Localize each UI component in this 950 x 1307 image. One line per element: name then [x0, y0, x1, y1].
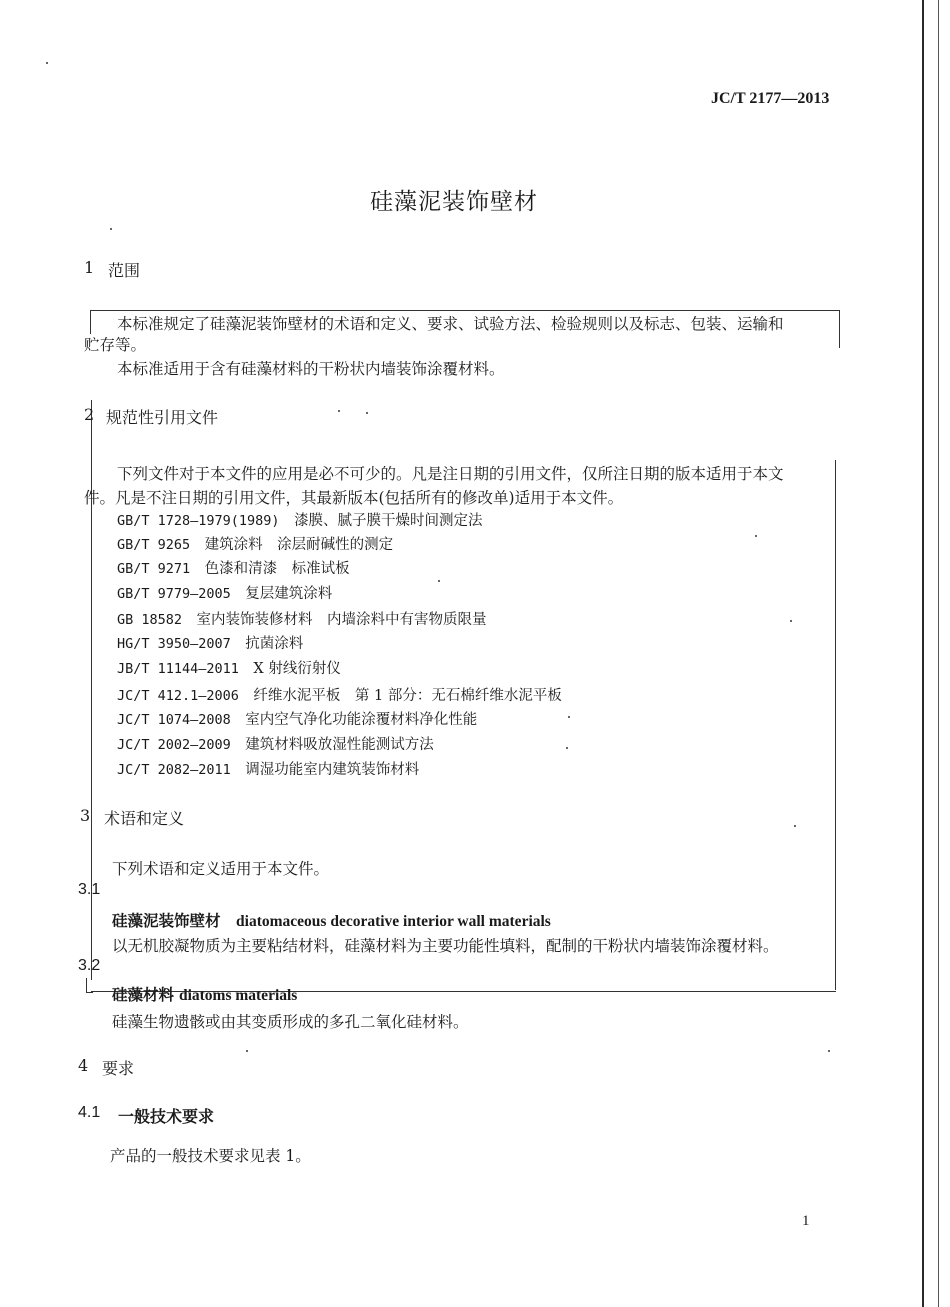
term-3-1-definition: 以无机胶凝物质为主要粘结材料，硅藻材料为主要功能性填料，配制的干粉状内墙装饰涂覆材料。 — [112, 937, 779, 955]
reference-code: GB 18582 — [117, 612, 183, 628]
reference-item — [117, 708, 477, 729]
section-1-title: 范围 — [108, 261, 141, 280]
term-3-2-definition: 硅藻生物遗骸或由其变质形成的多孔二氧化硅材料。 — [112, 1013, 469, 1031]
reference-code: GB/T 1728—1979(1989) — [117, 513, 280, 529]
section-3-intro: 下列术语和定义适用于本文件。 — [112, 860, 330, 878]
scan-speck — [790, 620, 792, 622]
reference-item — [117, 632, 303, 653]
reference-item — [117, 582, 332, 603]
reference-item — [117, 684, 562, 705]
reference-code: JC/T 412.1—2006 — [117, 688, 239, 704]
term-3-1-english: diatomaceous decorative interior wall materials — [236, 913, 551, 930]
section-1-paragraph-1-line-2: 贮存等。 — [84, 336, 147, 354]
section-4-title: 要求 — [102, 1059, 135, 1078]
reference-code: JC/T 2082—2011 — [117, 762, 231, 778]
reference-code: GB/T 9265 — [117, 537, 191, 553]
reference-title: 纤维水泥平板 第 1 部分：无石棉纤维水泥平板 — [253, 688, 562, 704]
reference-title: 漆膜、腻子膜干燥时间测定法 — [294, 513, 483, 529]
reference-item — [117, 557, 350, 578]
scan-speck — [338, 410, 340, 412]
reference-title: 室内空气净化功能涂覆材料净化性能 — [245, 712, 478, 728]
frame-line-hook — [86, 978, 93, 993]
scan-speck — [566, 747, 568, 749]
section-3-title: 术语和定义 — [104, 809, 185, 828]
reference-code: JC/T 2002—2009 — [117, 737, 231, 753]
reference-code: GB/T 9271 — [117, 561, 191, 577]
reference-item — [117, 608, 487, 629]
reference-title: 复层建筑涂料 — [245, 586, 333, 602]
section-4-number: 4 — [78, 1056, 89, 1075]
reference-code: HG/T 3950—2007 — [117, 636, 231, 652]
reference-title: 建筑材料吸放湿性能测试方法 — [245, 737, 434, 753]
frame-line-left — [90, 310, 91, 334]
section-2-paragraph-line-2: 件。凡是不注日期的引用文件，其最新版本(包括所有的修改单)适用于本文件。 — [84, 489, 624, 507]
reference-item — [117, 657, 341, 678]
term-3-2-english: diatoms materials — [178, 987, 298, 1004]
scan-speck — [110, 228, 112, 230]
reference-title: 建筑涂料 涂层耐碱性的测定 — [204, 537, 394, 553]
scan-edge-line — [938, 0, 939, 1307]
reference-title: X 射线衍射仪 — [253, 661, 341, 677]
scan-speck — [568, 716, 570, 718]
scan-speck — [46, 62, 48, 64]
frame-line-right — [839, 310, 840, 348]
reference-title: 调湿功能室内建筑装饰材料 — [245, 762, 420, 778]
scan-speck — [438, 580, 440, 582]
term-3-1-chinese: 硅藻泥装饰壁材 — [112, 911, 221, 930]
frame-line-right-2 — [835, 460, 836, 990]
section-2-title: 规范性引用文件 — [106, 408, 219, 427]
reference-code: JC/T 1074—2008 — [117, 712, 231, 728]
term-3-1-number: 3.1 — [78, 881, 101, 898]
term-3-2-heading — [112, 983, 297, 1005]
scan-speck — [755, 535, 757, 537]
scan-speck — [794, 825, 796, 827]
frame-line-top — [90, 310, 840, 311]
term-3-2-number: 3.2 — [78, 957, 101, 974]
reference-title: 色漆和清漆 标准试板 — [204, 561, 350, 577]
reference-code: GB/T 9779—2005 — [117, 586, 231, 602]
document-code: JC/T 2177—2013 — [711, 90, 830, 107]
section-4-1-number: 4.1 — [78, 1104, 101, 1121]
reference-item — [117, 509, 483, 530]
section-3-number: 3 — [80, 806, 91, 825]
term-3-2-chinese: 硅藻材料 — [112, 985, 175, 1004]
section-2-number: 2 — [84, 405, 95, 424]
section-4-1-title: 一般技术要求 — [118, 1107, 215, 1126]
term-3-1-heading — [112, 909, 551, 931]
reference-item — [117, 533, 393, 554]
document-title: 硅藻泥装饰壁材 — [370, 189, 538, 215]
section-1-paragraph-1-line-1: 本标准规定了硅藻泥装饰壁材的术语和定义、要求、试验方法、检验规则以及标志、包装、运输和 — [117, 315, 784, 333]
section-2-paragraph-line-1: 下列文件对于本文件的应用是必不可少的。凡是注日期的引用文件，仅所注日期的版本适用于本文 — [117, 465, 784, 483]
section-4-1-paragraph: 产品的一般技术要求见表 1。 — [110, 1147, 311, 1165]
scan-speck — [246, 1050, 248, 1052]
reference-code: JB/T 11144—2011 — [117, 661, 239, 677]
scan-edge-line — [922, 0, 924, 1307]
scan-speck — [828, 1050, 830, 1052]
page-number: 1 — [802, 1213, 810, 1229]
section-1-number: 1 — [84, 258, 95, 277]
scan-speck — [366, 412, 368, 414]
reference-title: 抗菌涂料 — [245, 636, 304, 652]
reference-item — [117, 733, 434, 754]
section-1-paragraph-2: 本标准适用于含有硅藻材料的干粉状内墙装饰涂覆材料。 — [117, 360, 505, 378]
reference-title: 室内装饰装修材料 内墙涂料中有害物质限量 — [196, 612, 487, 628]
reference-item — [117, 758, 419, 779]
